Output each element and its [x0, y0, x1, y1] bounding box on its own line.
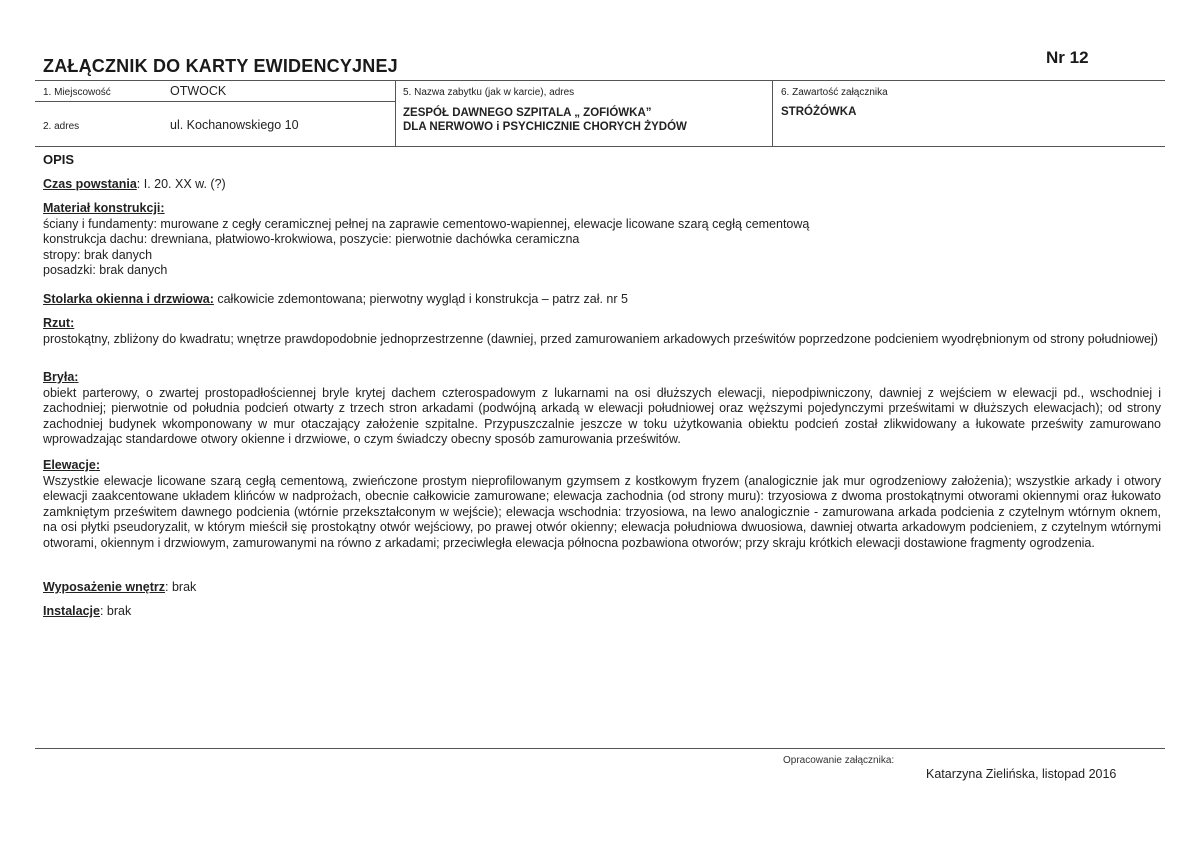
material-line: konstrukcja dachu: drewniana, płatwiowo-krokwiowa, poszycie: pierwotnie dachówka ceramiczna — [43, 232, 580, 246]
adres-value: ul. Kochanowskiego 10 — [170, 118, 299, 132]
opis-heading: OPIS — [43, 152, 75, 167]
material-line: posadzki: brak danych — [43, 263, 168, 277]
material-colon: : — [160, 201, 165, 215]
material-label: Materiał konstrukcji — [43, 201, 161, 215]
miejscowosc-value: OTWOCK — [170, 84, 227, 98]
zawartosc-value: STRÓŻÓWKA — [781, 106, 857, 118]
wyposazenie-label: Wyposażenie wnętrz — [43, 580, 166, 594]
material-line: ściany i fundamenty: murowane z cegły ceramicznej pełnej na zaprawie cementowo-wapiennej, elewacje licowane szarą cegłą cementową — [43, 216, 810, 231]
bryla-colon: : — [74, 370, 79, 384]
wyposazenie-section — [43, 580, 1161, 596]
material-section — [43, 201, 1161, 279]
instalacje-value: : brak — [99, 604, 132, 618]
rzut-colon: : — [70, 316, 75, 330]
zawartosc-label: 6. Zawartość załącznika — [781, 87, 888, 98]
nazwa-line-1: ZESPÓŁ DAWNEGO SZPITALA „ ZOFIÓWKA” — [403, 107, 652, 119]
elewacje-section — [43, 458, 1161, 551]
header-mid-rule — [35, 101, 395, 102]
rzut-label: Rzut — [43, 316, 71, 330]
bryla-text: obiekt parterowy, o zwartej prostopadłościennej bryle krytej dachem czterospadowym z lukarnami na osi dłuższych elewacji, niepodpiwniczony, dawniej z wejściem w elewacji pd., wschodniej i zachodniej; pierwotnie od południa podcień otwarty z trzech stron arkadami (podwójną arkadą w elewacji południowej oraz węższymi pojedynczymi prześwitami w dłuższych elewacjach); od strony zachodniej budynek wkomponowany w mur otaczający założenie szpitalne. Przypuszczalnie jeszcze w toku użytkowania obiektu podcień został zlikwidowany a łukowate prześwity zamurowano wprowadzając standardowe otwory okienne i drzwiowe, o czym świadczy obecny sposób zamurowania prześwitów. — [43, 385, 1161, 446]
rzut-section — [43, 316, 1161, 347]
footer-rule — [35, 748, 1165, 749]
elewacje-text: Wszystkie elewacje licowane szarą cegłą cementową, zwieńczone prostym nieprofilowanym gzymsem z kostkowym fryzem (analogicznie jak mur ogrodzeniowy założenia); wszystkie arkady i otwory elewacji zaakcentowane układem klińców w nadprożach, obecnie całkowicie zamurowane; elewacja zachodnia (od strony muru): trzyosiowa z dwoma prostokątnymi otworami okiennymi oraz łukowato zamkniętym prześwitem dawnego podcienia (wtórnie przekształconym w wejście); elewacja wschodnia: trzyosiowa, na lewo analogicznie - zamurowana arkada podcienia z czytelnym wtórnym oknem, na osi płytki pseudoryzalit, w którym mieścił się prostokątny otwór wejściowy, po prawej otwór okienny; elewacja południowa dwuosiowa, dawniej otwarta arkadowym podcieniem, z czytelnym wtórnymi otworami, okiennym i drzwiowym, zamurowanymi na równo z arkadami; przeciwległa elewacja północna pozbawiona otworów; przy skraju krótkich elewacji dostawione fragmenty ogrodzenia. — [43, 473, 1161, 550]
bryla-section — [43, 370, 1161, 448]
instalacje-label: Instalacje — [43, 604, 100, 618]
elewacje-label: Elewacje — [43, 458, 96, 472]
header-bottom-rule — [35, 146, 1165, 147]
nazwa-label: 5. Nazwa zabytku (jak w karcie), adres — [403, 87, 575, 98]
instalacje-section — [43, 604, 1161, 620]
header-divider-1 — [395, 80, 396, 146]
stolarka-section — [43, 292, 1161, 308]
elewacje-colon: : — [95, 458, 100, 472]
bryla-label: Bryła — [43, 370, 75, 384]
footer-author: Katarzyna Zielińska, listopad 2016 — [926, 767, 1117, 781]
czas-powstania-section — [43, 177, 1161, 193]
rzut-text: prostokątny, zbliżony do kwadratu; wnętrze prawdopodobnie jednoprzestrzenne (dawniej, przed zamurowaniem arkadowych prześwitów poprzedzone podcieniem wyodrębnionym od strony południowej) — [43, 331, 1158, 346]
nazwa-line-2: DLA NERWOWO i PSYCHICZNIE CHORYCH ŻYDÓW — [403, 121, 687, 133]
czas-powstania-label: Czas powstania — [43, 177, 137, 191]
stolarka-value: całkowicie zdemontowana; pierwotny wygląd i konstrukcja – patrz zał. nr 5 — [213, 292, 628, 306]
document-title: ZAŁĄCZNIK DO KARTY EWIDENCYJNEJ — [43, 56, 398, 76]
wyposazenie-value: : brak — [165, 580, 197, 594]
header-top-rule — [35, 80, 1165, 81]
czas-powstania-value: : I. 20. XX w. (?) — [136, 177, 226, 191]
adres-label: 2. adres — [43, 121, 80, 132]
miejscowosc-label: 1. Miejscowość — [43, 87, 111, 98]
footer-label: Opracowanie załącznika: — [783, 755, 895, 766]
header-divider-2 — [772, 80, 773, 146]
document-number: Nr 12 — [1046, 48, 1089, 67]
stolarka-label: Stolarka okienna i drzwiowa: — [43, 292, 214, 306]
material-line: stropy: brak danych — [43, 247, 153, 262]
